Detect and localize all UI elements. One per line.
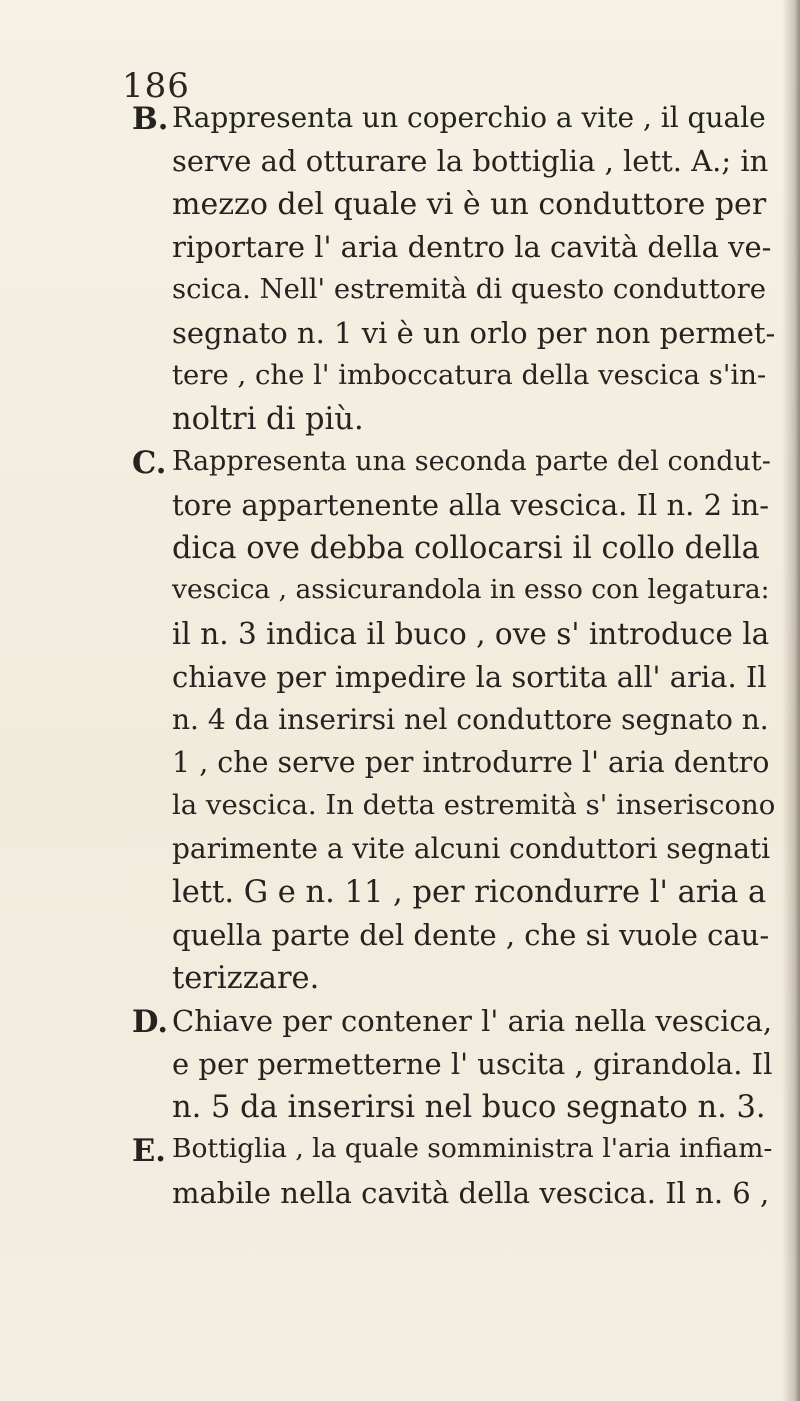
text-line: lett. G e n. 11 , per ricondurre l' aria a: [172, 875, 767, 910]
page-number: 186: [122, 66, 190, 106]
text-line: tore appartenente alla vescica. Il n. 2 in-: [172, 488, 770, 522]
text-line: chiave per impedire la sortita all' aria. Il: [172, 660, 767, 694]
text-line: Rappresenta una seconda parte del condut-: [172, 446, 771, 477]
text-line: 1 , che serve per introdurre l' aria dentro: [172, 746, 770, 779]
text-line: mabile nella cavità della vescica. Il n. 6 ,: [172, 1176, 770, 1210]
text-line: noltri di più.: [172, 402, 364, 437]
entry-marker-e: E.: [132, 1133, 166, 1169]
text-line: la vescica. In detta estremità s' inseriscono: [172, 789, 776, 821]
entry-marker-b: B.: [132, 101, 169, 137]
text-line: quella parte del dente , che si vuole cau-: [172, 918, 770, 952]
text-line: n. 5 da inserirsi nel buco segnato n. 3.: [172, 1090, 766, 1125]
text-line: scica. Nell' estremità di questo conduttore: [172, 273, 766, 305]
text-line: terizzare.: [172, 961, 320, 996]
text-line: segnato n. 1 vi è un orlo per non permet-: [172, 316, 776, 350]
text-line: mezzo del quale vi è un conduttore per: [172, 187, 767, 222]
entry-marker-d: D.: [132, 1004, 168, 1040]
text-line: parimente a vite alcuni conduttori segnati: [172, 832, 771, 865]
text-line: Bottiglia , la quale somministra l'aria infiam-: [172, 1133, 773, 1164]
text-line: Chiave per contener l' aria nella vescica,: [172, 1004, 773, 1038]
text-line: serve ad otturare la bottiglia , lett. A.; in: [172, 144, 769, 178]
text-line: il n. 3 indica il buco , ove s' introduce la: [172, 617, 770, 651]
text-line: dica ove debba collocarsi il collo della: [172, 531, 760, 566]
text-line: tere , che l' imboccatura della vescica s'in-: [172, 359, 767, 391]
entry-marker-c: C.: [132, 445, 167, 481]
text-line: n. 4 da inserirsi nel conduttore segnato n.: [172, 703, 769, 736]
text-line: Rappresenta un coperchio a vite , il quale: [172, 101, 766, 134]
text-line: vescica , assicurandola in esso con legatura:: [172, 574, 770, 605]
text-line: riportare l' aria dentro la cavità della ve-: [172, 230, 772, 264]
text-line: e per permetterne l' uscita , girandola. Il: [172, 1047, 773, 1081]
